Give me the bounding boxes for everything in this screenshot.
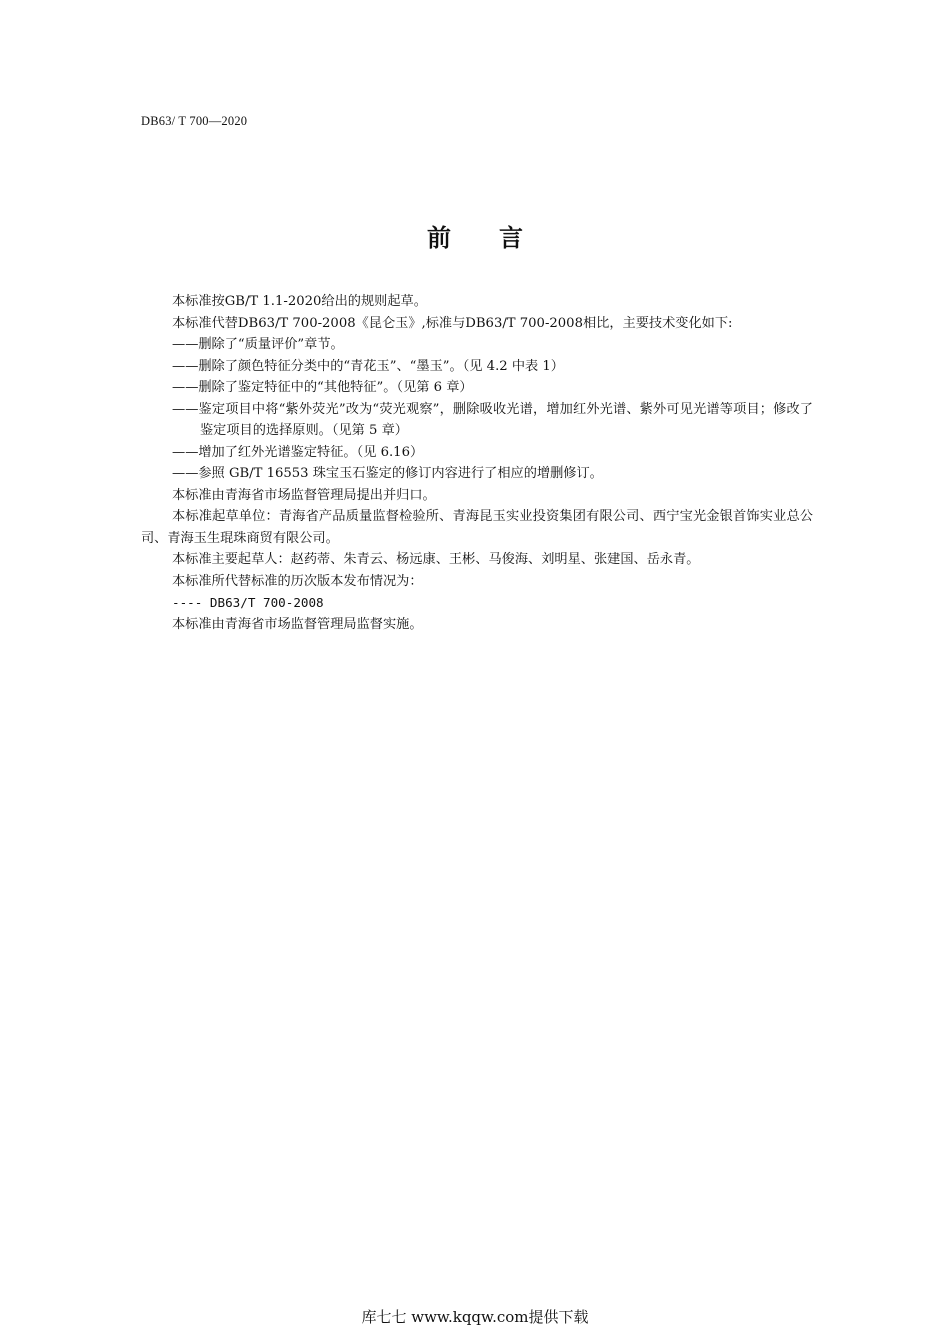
paragraph-proposer: 本标准由青海省市场监督管理局提出并归口。 (172, 487, 436, 503)
change-item-1: ——删除了“质量评价”章节。 (172, 337, 344, 352)
change-item-6: ——参照 GB/T 16553 珠宝玉石鉴定的修订内容进行了相应的增删修订。 (172, 466, 603, 481)
paragraph-drafting-rules: 本标准按GB/T 1.1-2020给出的规则起草。 (172, 294, 427, 309)
paragraph-replacement: 本标准代替DB63/T 700-2008《昆仑玉》,标准与DB63/T 700-2008相比，主要技术变化如下: (172, 315, 733, 331)
paragraph-history: 本标准所代替标准的历次版本发布情况为： (172, 573, 423, 589)
paragraph-drafters: 本标准主要起草人：赵药蒂、朱青云、杨远康、王彬、马俊海、刘明星、张建国、岳永青。 (172, 552, 700, 567)
change-item-3: ——删除了鉴定特征中的“其他特征”。（见第 6 章） (172, 380, 473, 395)
title-char-2: 言 (499, 224, 523, 252)
paragraph-drafting-units: 本标准起草单位：青海省产品质量监督检验所、青海昆玉实业投资集团有限公司、西宁宝光金银首饰实业总公司、青海玉生琨珠商贸有限公司。 (141, 509, 813, 546)
paragraph-history-item: ---- DB63/T 700-2008 (172, 595, 324, 610)
page-title (0, 218, 950, 253)
change-item-2: ——删除了颜色特征分类中的“青花玉”、“墨玉”。（见 4.2 中表 1） (172, 358, 564, 374)
change-item-5: ——增加了红外光谱鉴定特征。（见 6.16） (172, 444, 424, 460)
document-code: DB63/ T 700—2020 (141, 114, 248, 128)
title-char-1: 前 (427, 224, 451, 252)
foreword-body (141, 291, 813, 635)
change-item-4: ——鉴定项目中将“紫外荧光”改为“荧光观察”，删除吸收光谱，增加红外光谱、紫外可见光谱等项目；修改了鉴定项目的选择原则。（见第 5 章） (172, 401, 813, 438)
paragraph-supervision: 本标准由青海省市场监督管理局监督实施。 (172, 616, 423, 632)
download-footer: 库七七 www.kqqw.com提供下载 (361, 1308, 589, 1326)
